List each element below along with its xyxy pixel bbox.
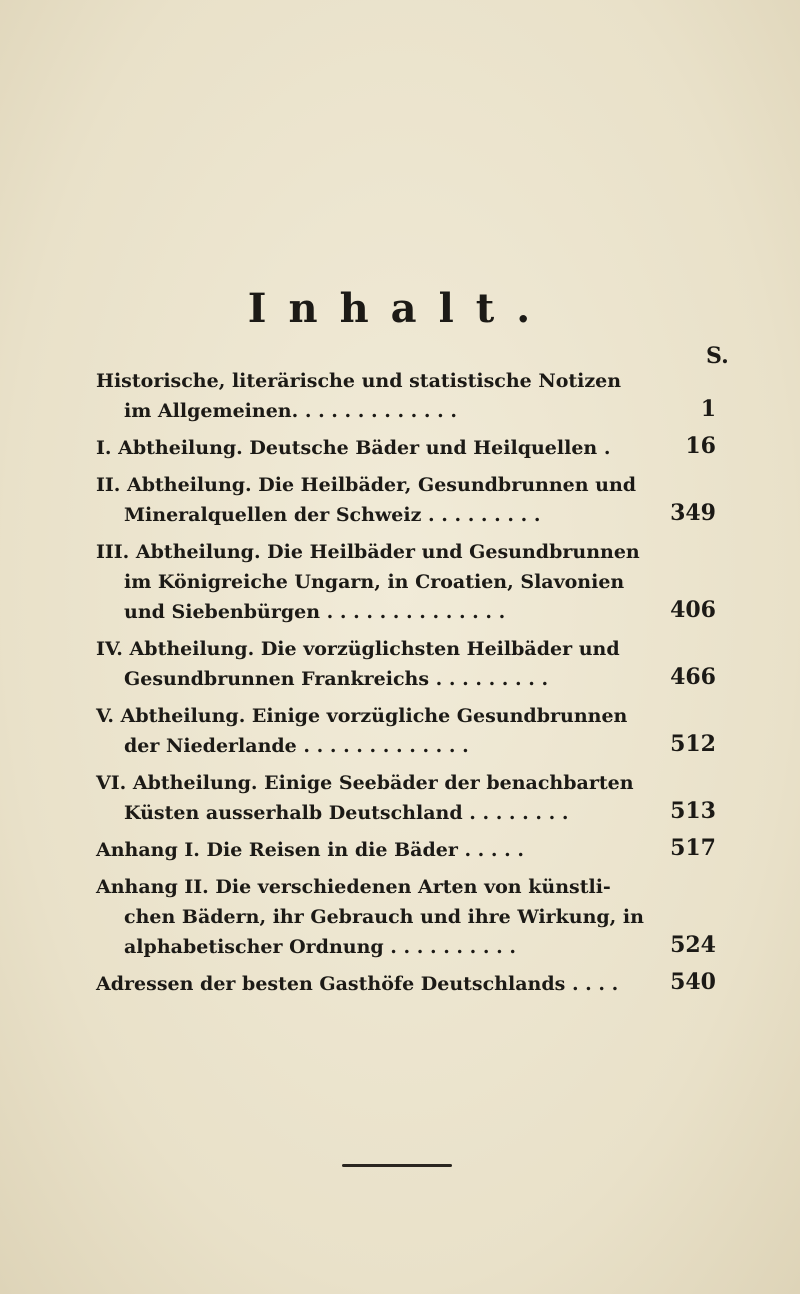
toc-page-number: 466 xyxy=(670,664,716,690)
toc-page-number: 16 xyxy=(685,433,716,459)
toc-entry-line: Adressen der besten Gasthöfe Deutschlands . . . . xyxy=(96,973,619,995)
toc-entry xyxy=(96,835,716,865)
toc-entry-line: im Königreiche Ungarn, in Croatien, Slavonien xyxy=(124,571,625,593)
toc-entry-line: Küsten ausserhalb Deutschland . . . . . . . . xyxy=(124,802,569,824)
toc-entry-line: der Niederlande . . . . . . . . . . . . . xyxy=(124,735,469,757)
toc-entry-line: Historische, literärische und statistische Notizen xyxy=(96,370,622,392)
toc-entry xyxy=(96,872,716,962)
toc-entry-line: chen Bädern, ihr Gebrauch und ihre Wirkung, in xyxy=(124,906,644,928)
toc-entry xyxy=(96,537,716,627)
toc-page-number: 513 xyxy=(670,798,716,824)
toc-page-number: 524 xyxy=(670,932,716,958)
toc-entry-line: Anhang I. Die Reisen in die Bäder . . . . . xyxy=(96,839,524,861)
toc-page-number: 349 xyxy=(670,500,716,526)
toc-page-number: 406 xyxy=(670,597,716,623)
closing-rule xyxy=(342,1164,452,1167)
toc-page-number: 517 xyxy=(670,835,716,861)
toc-entry-line: im Allgemeinen. . . . . . . . . . . . . xyxy=(124,400,457,422)
toc-entry xyxy=(96,433,716,463)
toc-entry-line: alphabetischer Ordnung . . . . . . . . . . xyxy=(124,936,516,958)
toc-entry-line: VI. Abtheilung. Einige Seebäder der benachbarten xyxy=(96,772,634,794)
toc-page-number: 1 xyxy=(700,396,716,422)
page-column-header: S. xyxy=(706,343,729,369)
toc-entry xyxy=(96,969,716,999)
toc-entry-line: IV. Abtheilung. Die vorzüglichsten Heilbäder und xyxy=(96,638,620,660)
toc-entry xyxy=(96,768,716,828)
toc-entry-line: I. Abtheilung. Deutsche Bäder und Heilquellen . xyxy=(96,437,611,459)
table-of-contents xyxy=(96,366,716,1006)
toc-entry-line: Mineralquellen der Schweiz . . . . . . . . . xyxy=(124,504,541,526)
page-title: Inhalt. xyxy=(247,285,553,332)
toc-entry xyxy=(96,366,716,426)
toc-page-number: 512 xyxy=(670,731,716,757)
toc-entry-line: V. Abtheilung. Einige vorzügliche Gesundbrunnen xyxy=(96,705,628,727)
toc-entry xyxy=(96,701,716,761)
toc-entry xyxy=(96,634,716,694)
toc-entry xyxy=(96,470,716,530)
toc-entry-line: Gesundbrunnen Frankreichs . . . . . . . . . xyxy=(124,668,549,690)
toc-entry-line: Anhang II. Die verschiedenen Arten von künstli- xyxy=(96,876,611,898)
toc-entry-line: II. Abtheilung. Die Heilbäder, Gesundbrunnen und xyxy=(96,474,637,496)
toc-entry-line: und Siebenbürgen . . . . . . . . . . . . . . xyxy=(124,601,506,623)
toc-entry-line: III. Abtheilung. Die Heilbäder und Gesundbrunnen xyxy=(96,541,640,563)
toc-page-number: 540 xyxy=(670,969,716,995)
